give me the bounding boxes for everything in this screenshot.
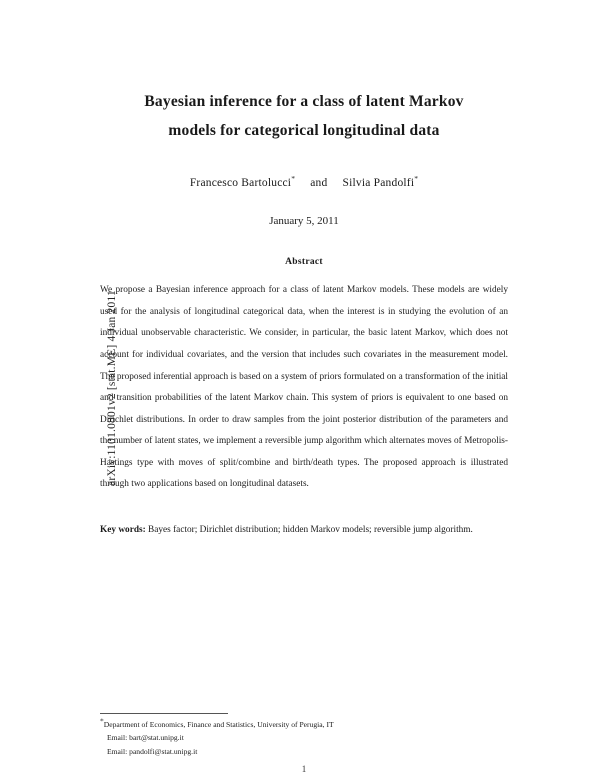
author-2-name: Silvia Pandolfi <box>342 177 415 190</box>
footnote-email-2: Email: pandolfi@stat.unipg.it <box>107 746 198 756</box>
title-line-2: models for categorical longitudinal data <box>168 121 440 139</box>
footnote-email-1: Email: bart@stat.unipg.it <box>107 733 184 743</box>
author-1-marker: * <box>291 174 296 184</box>
title-line-1: Bayesian inference for a class of latent Markov <box>144 93 464 110</box>
keywords-text: Bayes factor; Dirichlet distribution; hidden Markov models; reversible jump algorithm. <box>148 524 473 535</box>
author-2 <box>342 174 419 190</box>
page-title <box>78 88 530 145</box>
author-list <box>78 174 530 190</box>
footnote-marker: * <box>100 716 104 726</box>
abstract-text: We propose a Bayesian inference approach for a class of latent Markov models. These models are widely used for the analysis of longitudinal categorical data, when the interest is in studying the evolution of an individual unobservable characteristic. We consider, in particular, the basic latent Markov, which does not account for individual covariates, and the version that includes such covariates in the measurement model. The proposed inferential approach is based on a system of priors formulated on a transformation of the initial and transition probabilities of the latent Markov chain. This system of priors is equivalent to one based on Dirichlet distributions. In order to draw samples from the joint posterior distribution of the parameters and the number of latent states, we implement a reversible jump algorithm which alternates moves of Metropolis-Hastings type with moves of split/combine and birth/death types. The proposed approach is illustrated through two applications based on longitudinal datasets. <box>100 285 508 490</box>
publication-date: January 5, 2011 <box>269 215 339 228</box>
page-number: 1 <box>301 764 307 774</box>
abstract-section <box>78 257 530 496</box>
paper-content <box>78 0 530 776</box>
author-separator: and <box>310 177 328 190</box>
footnote-affiliation <box>100 718 520 731</box>
keywords-section <box>78 520 530 542</box>
arxiv-identifier-stamp: arXiv:1101.0801v2 [stat.ME] 4 Jan 2011 <box>105 290 118 486</box>
author-1 <box>189 174 296 190</box>
author-2-marker: * <box>414 174 419 184</box>
author-1-name: Francesco Bartolucci <box>189 177 292 190</box>
footnote-affiliation-text: Department of Economics, Finance and Statistics, University of Perugia, IT <box>103 720 334 730</box>
abstract-heading: Abstract <box>285 257 323 268</box>
footnote-block <box>100 718 520 758</box>
keywords-label: Key words: <box>100 524 146 535</box>
footnote-divider <box>100 713 228 714</box>
